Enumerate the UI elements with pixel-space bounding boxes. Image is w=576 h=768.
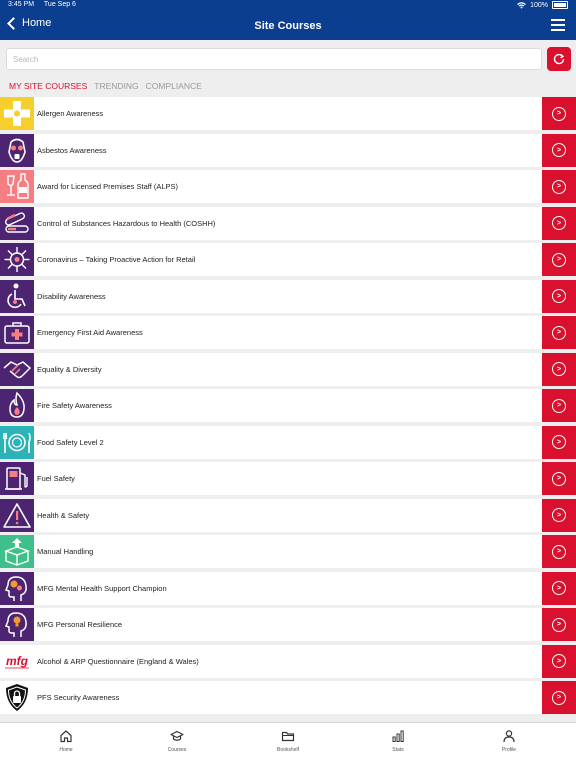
chevron-right-icon: > <box>552 581 566 595</box>
course-row[interactable] <box>0 681 576 714</box>
tab-bar-label: Courses <box>167 747 187 753</box>
warning-triangle-icon <box>0 499 34 532</box>
chevron-right-icon: > <box>552 216 566 230</box>
plate-cutlery-icon <box>0 426 34 459</box>
tab-bar-profile[interactable] <box>479 729 539 753</box>
first-aid-kit-icon <box>0 316 34 349</box>
refresh-button[interactable] <box>547 47 571 71</box>
open-course-button[interactable] <box>542 134 576 167</box>
course-tabs <box>9 81 202 91</box>
head-bulb-icon <box>0 608 34 641</box>
mfg-logo-icon <box>0 645 34 678</box>
bar-chart-icon <box>368 729 428 743</box>
battery-percent: 100% <box>530 1 548 9</box>
chevron-right-icon: > <box>552 654 566 668</box>
course-row[interactable] <box>0 608 576 641</box>
course-title: Coronavirus – Taking Proactive Action for Retail <box>37 255 196 264</box>
wheelchair-icon <box>0 280 34 313</box>
open-course-button[interactable] <box>542 608 576 641</box>
open-course-button[interactable] <box>542 645 576 678</box>
course-title: Fuel Safety <box>37 474 75 483</box>
head-gears-icon <box>0 572 34 605</box>
tab-trending[interactable]: TRENDING <box>94 81 139 91</box>
course-title: PFS Security Awareness <box>37 693 120 702</box>
course-title: Award for Licensed Premises Staff (ALPS) <box>37 182 179 191</box>
course-list <box>0 97 576 718</box>
course-row[interactable] <box>0 499 576 532</box>
chevron-right-icon: > <box>552 253 566 267</box>
flame-icon <box>0 389 34 422</box>
search-bar <box>6 48 542 70</box>
course-row[interactable] <box>0 535 576 568</box>
course-row[interactable] <box>0 645 576 678</box>
course-title: MFG Personal Resilience <box>37 620 123 629</box>
course-row[interactable] <box>0 389 576 422</box>
chevron-right-icon: > <box>552 508 566 522</box>
chevron-right-icon: > <box>552 289 566 303</box>
course-row[interactable] <box>0 426 576 459</box>
course-title: Allergen Awareness <box>37 109 104 118</box>
handshake-icon <box>0 353 34 386</box>
tab-bar-home[interactable] <box>36 729 96 753</box>
course-title: Disability Awareness <box>37 291 106 301</box>
course-title: Equality & Diversity <box>37 364 102 374</box>
open-course-button[interactable] <box>542 280 576 313</box>
wifi-icon <box>517 2 526 9</box>
tab-bar-courses[interactable] <box>147 729 207 753</box>
course-row[interactable] <box>0 353 576 386</box>
chevron-right-icon: > <box>552 435 566 449</box>
virus-icon <box>0 243 34 276</box>
tab-bar-stats[interactable] <box>368 729 428 753</box>
course-title: Health & Safety <box>37 510 90 520</box>
folder-icon <box>258 729 318 743</box>
course-row[interactable] <box>0 280 576 313</box>
refresh-icon <box>553 53 565 65</box>
chevron-right-icon: > <box>552 107 566 121</box>
chevron-right-icon: > <box>552 143 566 157</box>
home-icon <box>36 729 96 743</box>
status-time: 3:45 PM <box>8 1 35 8</box>
chevron-right-icon: > <box>552 691 566 705</box>
status-bar <box>0 0 576 12</box>
status-date: Tue Sep 6 <box>43 1 76 8</box>
chevron-right-icon: > <box>552 326 566 340</box>
person-icon <box>479 729 539 743</box>
tab-compliance[interactable]: COMPLIANCE <box>145 81 202 91</box>
menu-icon[interactable] <box>551 18 565 31</box>
gas-mask-icon <box>0 134 34 167</box>
chevron-right-icon: > <box>552 618 566 632</box>
course-title: MFG Mental Health Support Champion <box>37 583 167 593</box>
tab-bar-label: Home <box>59 747 73 753</box>
open-course-button[interactable] <box>542 389 576 422</box>
shield-lock-icon <box>0 681 34 714</box>
course-row[interactable] <box>0 97 576 130</box>
chevron-right-icon: > <box>552 399 566 413</box>
course-title: Emergency First Aid Awareness <box>37 328 143 337</box>
nav-bar <box>0 12 576 40</box>
chevron-right-icon: > <box>552 545 566 559</box>
chevron-right-icon: > <box>552 180 566 194</box>
open-course-button[interactable] <box>542 462 576 495</box>
box-lift-icon <box>0 535 34 568</box>
open-course-button[interactable] <box>542 170 576 203</box>
course-row[interactable] <box>0 134 576 167</box>
open-course-button[interactable] <box>542 535 576 568</box>
course-row[interactable] <box>0 572 576 605</box>
open-course-button[interactable] <box>542 207 576 240</box>
search-input[interactable] <box>7 50 541 70</box>
tab-my-site-courses[interactable]: MY SITE COURSES <box>9 81 88 91</box>
chevron-right-icon: > <box>552 362 566 376</box>
open-course-button[interactable] <box>542 499 576 532</box>
open-course-button[interactable] <box>542 681 576 714</box>
course-row[interactable] <box>0 243 576 276</box>
chevron-right-icon: > <box>552 472 566 486</box>
allergen-icon <box>0 97 34 130</box>
course-row[interactable] <box>0 207 576 240</box>
open-course-button[interactable] <box>542 572 576 605</box>
svg-text:mfg: mfg <box>6 653 28 668</box>
back-label: Home <box>22 17 52 29</box>
open-course-button[interactable] <box>542 243 576 276</box>
course-row[interactable] <box>0 170 576 203</box>
tab-bar-label: Bookshelf <box>277 747 299 753</box>
course-title: Manual Handling <box>37 547 94 556</box>
graduation-cap-icon <box>147 729 207 743</box>
battery-icon <box>552 1 568 9</box>
course-row[interactable] <box>0 316 576 349</box>
tab-bar-label: Profile <box>501 747 517 753</box>
open-course-button[interactable] <box>542 97 576 130</box>
bottom-tab-bar <box>0 722 576 768</box>
course-title: Fire Safety Awareness <box>37 401 112 410</box>
chemical-icon <box>0 207 34 240</box>
wine-bottle-icon <box>0 170 34 203</box>
tab-bar-label: Stats <box>392 747 404 753</box>
tab-bar-bookshelf[interactable] <box>258 729 318 753</box>
course-title: Food Safety Level 2 <box>37 437 104 447</box>
page-title: Site Courses <box>254 20 322 32</box>
course-title: Asbestos Awareness <box>37 145 107 155</box>
open-course-button[interactable] <box>542 426 576 459</box>
course-row[interactable] <box>0 462 576 495</box>
open-course-button[interactable] <box>542 316 576 349</box>
course-title: Alcohol & ARP Questionnaire (England & Wales) <box>37 656 199 666</box>
course-title: Control of Substances Hazardous to Health (COSHH) <box>37 218 216 228</box>
fuel-pump-icon <box>0 462 34 495</box>
open-course-button[interactable] <box>542 353 576 386</box>
